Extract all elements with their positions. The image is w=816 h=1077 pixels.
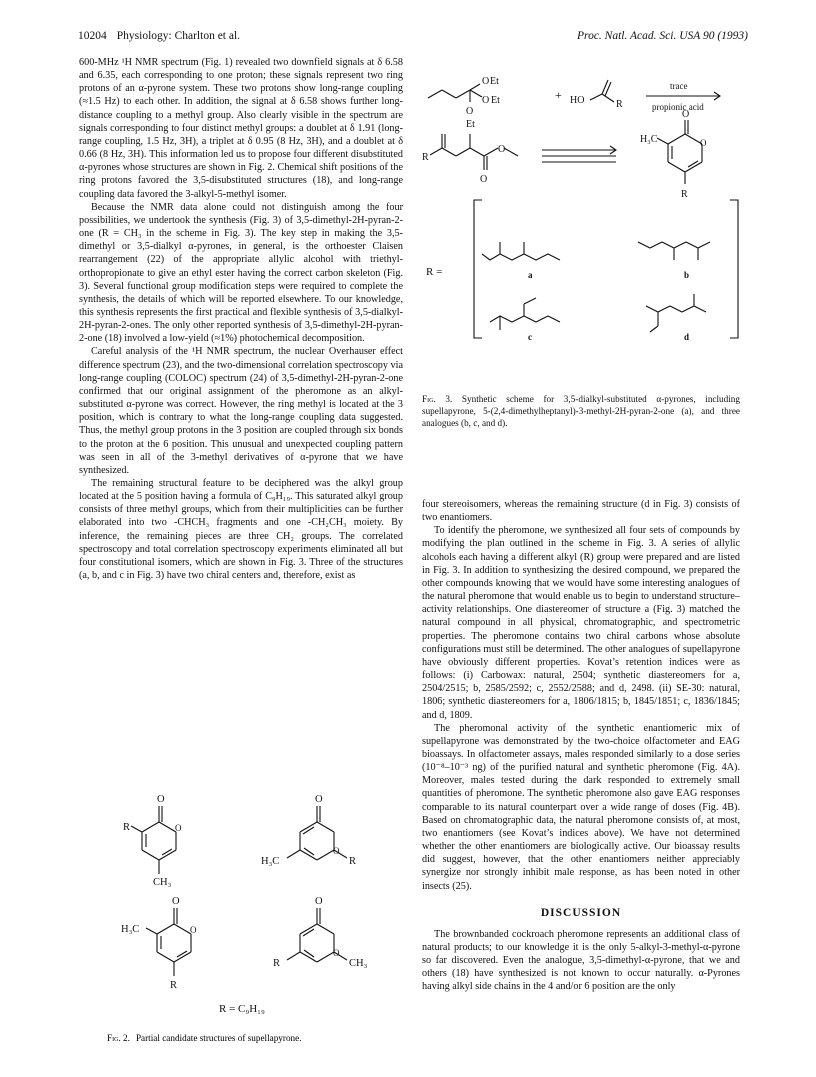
atom-h3c: H₃C	[261, 856, 280, 867]
atom-r: R	[170, 980, 178, 991]
atom-ch3: CH₃	[153, 877, 172, 888]
paragraph: Careful analysis of the ¹H NMR spectrum, the nuclear Overhauser effect difference spectrum (23), and the two-dimensional correlation spectroscopy via long-range coupling (COLOC) spectrum (24) of 3,5-dimethyl-2H-pyran-2-one confirmed that our original assignment of the pheromone as an alkyl-substituted α-pyrone was correct. However, the ring methyl is located at the 3 position, which is contrary to what the long-range coupling data suggested. Thus, the methyl group protons in the 3 position are coupled through six bonds to the proton at the 6 position. This unusual and unexpected coupling pattern was seen in all of the 3-methyl derivatives of α-pyrone that we have synthesized.	[79, 346, 403, 476]
figure-3	[420, 70, 742, 360]
r-equals-label: R =	[426, 266, 443, 278]
atom-o: O	[190, 925, 197, 935]
right-column	[422, 498, 740, 994]
fig3-caption-text: Synthetic scheme for 3,5-dialkyl-substituted α-pyrones, including supellapyrone, 5-(2,4-dimethylheptanyl)-3-methyl-2H-pyran-2-one (a), and three analogues (b, c, and d).	[422, 394, 740, 428]
page-header	[0, 30, 816, 44]
atom-o: O	[682, 109, 690, 120]
atom-o: O	[333, 846, 340, 856]
atom-o: O	[480, 174, 488, 185]
structure-3	[146, 908, 191, 976]
atom-o: O	[466, 106, 474, 117]
atom-o: O	[700, 138, 707, 148]
header-left	[78, 30, 240, 42]
fig2-formula: R = C₉H₁₉	[219, 1003, 265, 1015]
atom-o: O	[175, 823, 182, 833]
plus-sign: +	[555, 88, 562, 102]
atom-et: Et	[491, 95, 500, 106]
atom-o: O	[498, 144, 506, 155]
atom-h3c: H₃C	[640, 134, 658, 145]
atom-o: O	[315, 794, 323, 805]
atom-r: R	[123, 822, 131, 833]
label-c: c	[528, 332, 532, 342]
left-column	[79, 56, 403, 582]
discussion-heading: DISCUSSION	[540, 906, 622, 919]
structure-1	[131, 806, 176, 874]
atom-o: O	[157, 794, 165, 805]
label-a: a	[528, 270, 533, 280]
atom-r: R	[681, 189, 688, 200]
atom-o: O	[482, 95, 490, 106]
paragraph: To identify the pheromone, we synthesized all four sets of compounds by modifying the plan outlined in the scheme in Fig. 3. A series of allylic alcohols each having a different alkyl (R) group were prepared and are listed in Fig. 3. In addition to synthesizing the desired compound, we prepared the other compounds knowing that we would have some interesting analogues of the natural pheromone that would enable us to begin to understand structure–activity relationships. One diastereomer of structure a (Fig. 3) matched the natural compound in all physical, chromatographic, and spectrometric properties. The pheromone contains two chiral carbons whose absolute configurations must still be determined. The other analogues of supellapyrone have obviously different properties. Kovat’s retention indices were as follows: (i) Carbowax: natural, 2504; synthetic diastereomers for a, 2504/2515; b, 2585/2592; c, 2552/2588; and d, 2498. (ii) SE-30: natural, 1806; synthetic diastereomers for a, 1806/1815; b, 1845/1851; c, 1836/1845; and d, 1809.	[422, 525, 740, 721]
atom-h3c: H₃C	[121, 924, 140, 935]
paragraph: 600-MHz ¹H NMR spectrum (Fig. 1) revealed two downfield signals at δ 6.58 and 6.35, each corresponding to one proton; these signals represent two ring protons of an α-pyrone system. These two protons show long-range coupling (≈1.5 Hz) to each other. In addition, the signal at δ 6.58 shows further long-distance coupling to a methyl group. Also clearly visible in the spectrum are signals corresponding to four distinct methyl groups: a doublet at δ 1.91 (long-range coupling, 1.5 Hz, 3H), a triplet at δ 0.95 (8 Hz, 3H), and a doublet at δ 0.66 (8 Hz, 3H). This information led us to propose four different disubstituted α-pyrones whose structures are shown in Fig. 2. Chemical shift positions of the ring protons favored the 3,5-disubstituted structures (18), and long-range coupling data favored the 3-alkyl-5-methyl isomer.	[79, 57, 403, 200]
atom-et: Et	[466, 119, 475, 130]
atom-r: R	[422, 152, 429, 163]
fig3-caption-label: Fig. 3.	[422, 394, 453, 404]
atom-ch3: CH₃	[349, 958, 368, 969]
atom-r: R	[273, 958, 281, 969]
paragraph: The remaining structural feature to be deciphered was the alkyl group located at the 5 position having a formula of C₉H₁₉. This saturated alkyl group consists of three methyl groups, which from their multiplicities can be further elaborated into two -CHCH₃ fragments and one -CH₂CH₃ moiety. By inference, the remaining pieces are three CH₂ groups. The correlated spectroscopy and total correlation spectroscopy experiments eliminated all but four constitutional isomers, which are shown in Fig. 3. Three of the structures (a, b, and c in Fig. 3) have two chiral centers and, therefore, exist as	[79, 478, 403, 582]
journal-citation: Proc. Natl. Acad. Sci. USA 90 (1993)	[577, 30, 748, 42]
paragraph: Because the NMR data alone could not distinguish among the four possibilities, we undertook the synthesis (Fig. 3) of 3,5-dimethyl-2H-pyran-2-one (R = CH₃ in the scheme in Fig. 3). The key step in making the 3,5-dimethyl or 3,5-dialkyl α-pyrones, in general, is the orthoester Claisen rearrangement (22) of the appropriate allylic alcohol with triethyl-orthopropionate to give an ethyl ester having the correct carbon skeleton (Fig. 3). Several functional group modification steps were required to complete the synthesis, the details of which will be reported elsewhere. To our knowledge, this synthesis represents the first practical and flexible synthesis of 3,5-dialkyl-2H-pyran-2-ones. The only other reported synthesis of 3,5-dimethyl-2H-pyran-2-one (18) involved a low-yield (≈1%) photochemical decomposition.	[79, 201, 403, 345]
reagent-above: trace	[670, 81, 688, 91]
atom-o: O	[315, 896, 323, 907]
label-d: d	[684, 332, 690, 342]
fig3-caption	[422, 393, 740, 429]
reagent-below: propionic acid	[652, 102, 704, 112]
figure-2	[79, 780, 403, 1055]
atom-o: O	[172, 896, 180, 907]
paragraph: The pheromonal activity of the synthetic enantiomeric mix of supellapyrone was demonstrated by the two-choice olfactometer and EAG bioassays. In olfactometer assays, males responded similarly to a dose series (10⁻⁸–10⁻³ ng) of the purified natural and synthetic pheromone (Fig. 4A). Moreover, males tested during the dark responded to extremely small quantities of pheromone. The synthetic pheromone also gave EAG responses comparable to its natural counterpart over a wide range of doses (Fig. 4B). Based on chromatographic data, the natural pheromone consists of, at most, two enantiomers (see Kovat’s indices above). We have not determined whether the other enantiomers are biologically active. Our bioassay results did suggest, however, that the other enantiomers neither appreciably synergize nor strongly inhibit male response, as has been noted in other insects (25).	[422, 722, 740, 892]
atom-r: R	[616, 99, 623, 110]
atom-o: O	[482, 76, 490, 87]
atom-o: O	[333, 948, 340, 958]
fig2-caption-label: Fig. 2.	[107, 1033, 130, 1043]
atom-ho: HO	[570, 95, 585, 106]
label-b: b	[684, 270, 690, 280]
paragraph: four stereoisomers, whereas the remaining structure (d in Fig. 3) consists of two enantiomers.	[422, 499, 740, 524]
section-title: Physiology: Charlton et al.	[116, 30, 241, 42]
fig2-caption	[107, 1033, 302, 1043]
atom-r: R	[349, 856, 357, 867]
page-number: 10204	[78, 30, 107, 42]
paragraph: The brownbanded cockroach pheromone represents an additional class of natural products; to our knowledge it is the only 5-alkyl-3-methyl-α-pyrone so far discovered. Even the analogue, 3,5-dimethyl-α-pyrone, that we and others (18) have synthesized is not known to occur naturally. α-Pyrones having alkyl side chains in the 4 and/or 6 position are the only	[422, 928, 740, 993]
atom-et: Et	[490, 76, 499, 87]
fig2-caption-text: Partial candidate structures of supellapyrone.	[135, 1033, 302, 1043]
